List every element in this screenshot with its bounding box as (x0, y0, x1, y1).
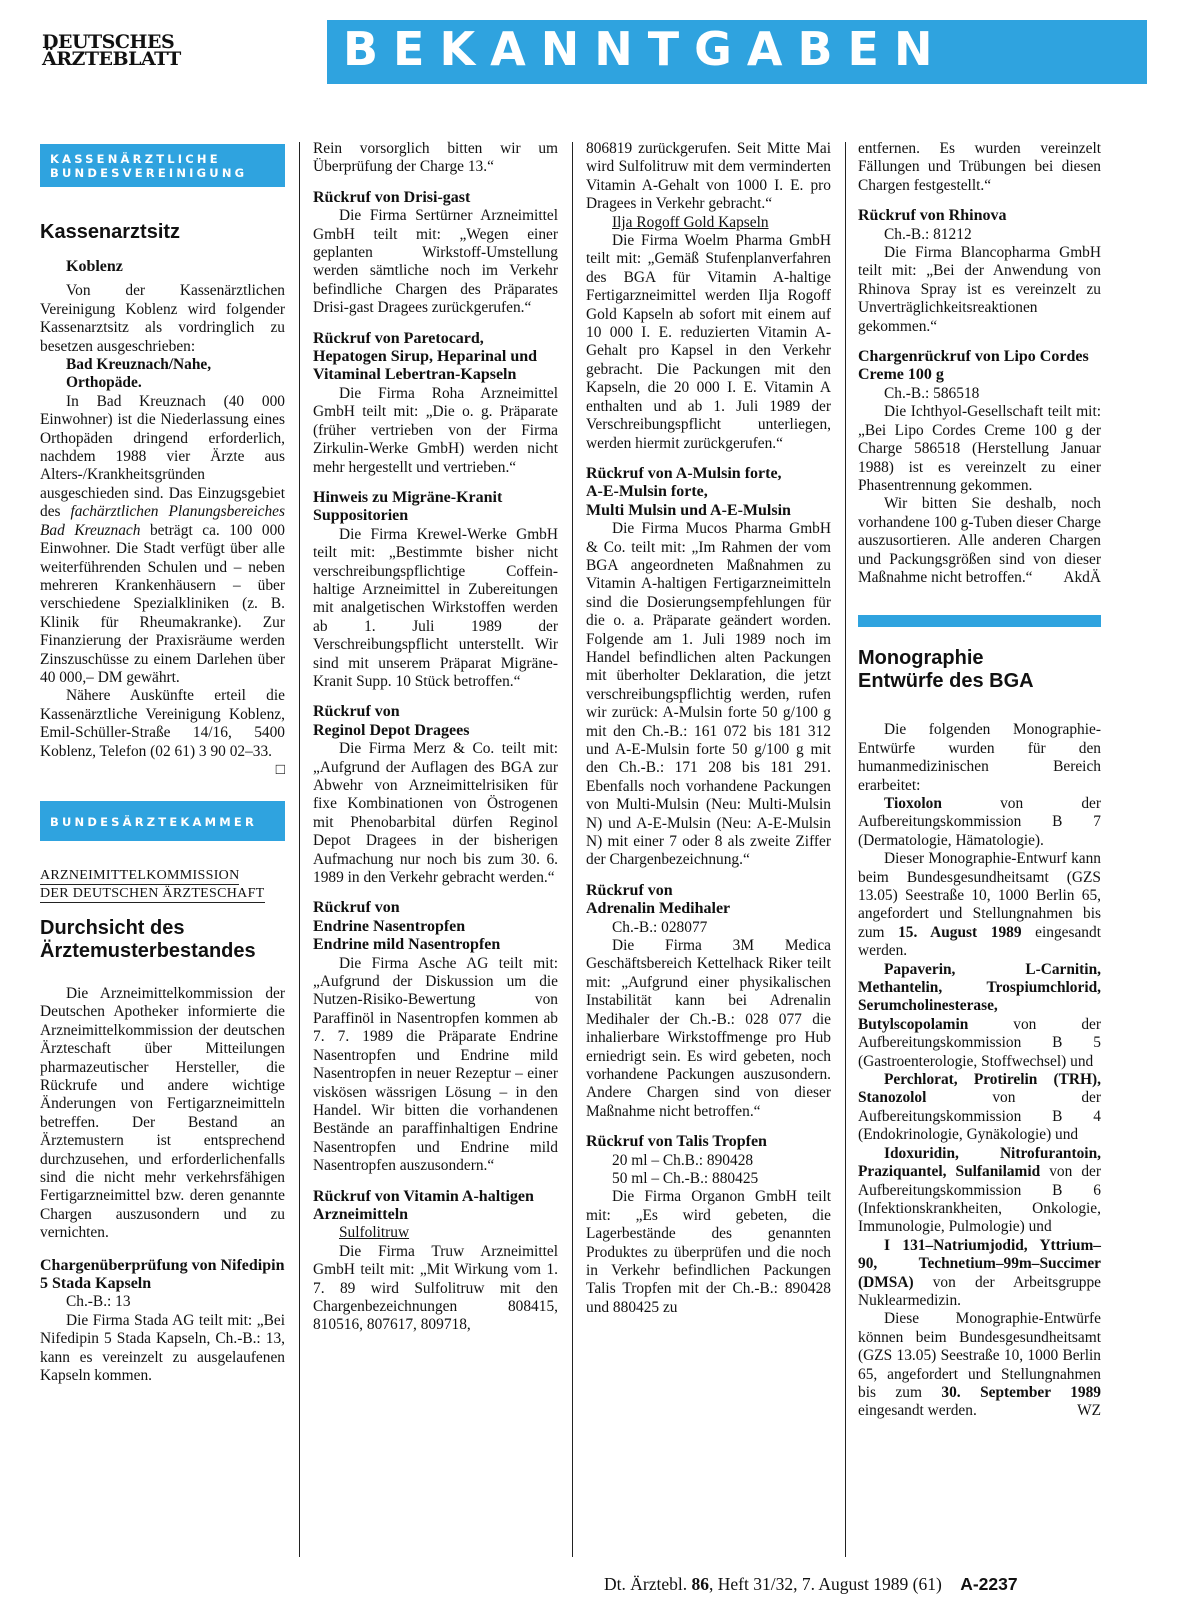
heading-recall: Rückruf von (586, 881, 673, 899)
paragraph (858, 495, 1101, 587)
paragraph: Die Firma Woelm Pharma GmbH teilt mit: „Gemäß Stufenplanverfahren des BGA für Vitamin A-haltige Fertigarzneimittel werden Ilja Rogoff Gold Kapseln ab sofort mit einem auf 10 000 I. E. reduzierten Vitamin A-Gehalt pro Kapsel in den Verkehr gebracht. Die Packungen mit den Kapseln, die 20 000 I. E. Vitamin A enthalten und ab 1. Juli 1989 der Verschreibungspflicht unterliegen, werden hiermit zurückgerufen.“ (586, 232, 831, 452)
paragraph (858, 1310, 1101, 1420)
paragraph (858, 961, 1101, 1071)
paragraph (858, 795, 1101, 850)
location-line: Bad Kreuznach/Nahe, (66, 356, 212, 374)
batch-number: Ch.-B.: 13 (66, 1293, 131, 1311)
footer-journal: Dt. Ärztebl. (604, 1574, 692, 1594)
column-rule (299, 142, 300, 1557)
text-run: Wir bitten Sie deshalb, noch vorhandene 100 g-Tuben dieser Charge auszusortieren. Alle anderen Chargen und Packungsgrößen sind von dieser Maßnahme nicht betroffen.“ (858, 495, 1101, 586)
akd-line2: DER DEUTSCHEN ÄRZTESCHAFT (40, 885, 265, 901)
paragraph: Die Firma Roha Arzneimittel GmbH teilt mit: „Die o. g. Präparate (früher vertrieben von der Firma Zirkulin-Werke GmbH) werden nicht mehr hergestellt und vertrieben.“ (313, 384, 558, 476)
heading-product: A-E-Mulsin forte, (586, 483, 708, 501)
column-4 (858, 140, 1101, 1421)
paragraph: Die Firma Truw Arzneimittel GmbH teilt mit: „Mit Wirkung vom 1. 7. 89 wird Sulfolitruw mit den Chargenbezeichnungen 808415, 810516, 807617, 809718, (313, 1242, 558, 1334)
paragraph: Die Firma Sertürner Arzneimittel GmbH teilt mit: „Wegen einer geplanten Wirkstoff-Umstellung werden sämtliche noch im Verkehr befindliche Chargen des Präparates Drisi-gast Dragees zurückgerufen.“ (313, 207, 558, 317)
heading-notice: Hinweis zu Migräne-Kranit Suppositorien (313, 488, 503, 525)
heading-recall: Rückruf von Drisi-gast (313, 188, 471, 206)
substance-name: I 131–Natriumjodid, Yttrium–90, Technetium–99m–Succimer (DMSA) (858, 1236, 1101, 1291)
text-run: von der Aufbereitungskommission B 4 (Endokrinologie, Gynäkologie) und (858, 1089, 1101, 1144)
end-mark: □ (275, 760, 285, 778)
italic-run: fachärztlichen Planungsbereiches Bad Kreuznach (40, 503, 285, 539)
text-run: eingesandt werden. (858, 923, 1101, 960)
masthead-line1: DEUTSCHES (42, 31, 175, 53)
product-subheading (586, 214, 831, 232)
footer-volume: 86 (691, 1574, 709, 1594)
substance-name: Perchlorat, Protirelin (TRH), Stanozolol (858, 1071, 1101, 1107)
heading-recall: Rückruf von A-Mulsin forte, (586, 464, 782, 482)
paragraph: Die folgenden Monographie-Entwürfe wurden für den humanmedizinischen Bereich erarbeitet: (858, 721, 1101, 794)
footer-issue: , Heft 31/32, 7. August 1989 (61) (708, 1574, 942, 1594)
heading-nifedipin: Chargenüberprüfung von Nifedipin 5 Stada Kapseln (40, 1256, 285, 1293)
heading-product: Reginol Depot Dragees (313, 721, 470, 739)
heading-product: Endrine Nasentropfen (313, 917, 466, 935)
paragraph: Rein vorsorglich bitten wir um Überprüfung der Charge 13.“ (313, 140, 558, 176)
specialty-line: Orthopäde. (66, 374, 142, 392)
paragraph: Die Firma 3M Medica Geschäftsbereich Kettelhack Riker teilt mit: „Aufgrund einer physikalischen Instabilität kann bei Adrenalin Medihaler der Ch.-B.: 028 077 die inhalierbare Wirkstoffmenge pro Hub erniedrigt sein. Es wird gebeten, noch vorhandene Packungen auszusondern. Andere Chargen sind von dieser Maßnahme nicht betroffen.“ (586, 937, 831, 1120)
masthead-line2: ÄRZTEBLATT (42, 48, 181, 70)
kbv-box-line1: KASSENÄRZTLICHE (50, 152, 221, 166)
banner-title: BEKANNTGABEN (343, 22, 948, 76)
paragraph: Die Ichthyol-Gesellschaft teilt mit: „Bei Lipo Cordes Creme 100 g der Charge 586518 (Herstellung Januar 1988) ist es vereinzelt zu einer Phasentrennung gekommen. (858, 403, 1101, 494)
substance-name: Tioxolon (884, 794, 942, 812)
akd-label (40, 867, 285, 903)
text-run: Diese Monographie-Entwürfe können beim Bundesgesundheitsamt (GZS 13.05) Seestraße 10, 1000 Berlin 65, angefordert und Stellungnahmen bis zum (858, 1310, 1101, 1401)
heading-product: Endrine mild Nasentropfen (313, 936, 501, 954)
masthead-logo (42, 31, 222, 70)
akd-line1: ARZNEIMITTELKOMMISSION (40, 867, 240, 883)
batch-number: Ch.-B.: 81212 (884, 225, 972, 243)
text-run: von der Arbeitsgruppe Nuklearmedizin. (858, 1273, 1101, 1309)
article-title: Kassenarztsitz (40, 221, 181, 243)
text-run: von der Aufbereitungskommission B 7 (Dermatologie, Hämatologie). (858, 794, 1101, 849)
batch-number: 20 ml – Ch.B.: 890428 (612, 1151, 754, 1169)
text-run: von der Aufbereitungskommission B 6 (Infektionskrankheiten, Onkologie, Immunologie, Pulmologie) und (858, 1163, 1102, 1236)
underlined-product: Sulfolitruw (339, 1224, 410, 1242)
article-title-2: Durchsicht des Ärztemusterbestandes (40, 916, 256, 962)
section-divider-bar (858, 615, 1101, 627)
text-run: In Bad Kreuznach (40 000 Einwohner) ist die Niederlassung eines Orthopäden dringend erforderlich, nachdem 1988 vier Ärzte aus Alters-/Krankheitsgründen ausgeschieden sind. Das Einzugsgebiet des (40, 392, 285, 521)
column-rule (572, 142, 573, 1557)
heading-recall: Rückruf von (313, 899, 400, 917)
paragraph: Von der Kassenärztlichen Vereinigung Koblenz wird folgender Kassenarztsitz als vordringlich zu besetzen ausgeschrieben: (40, 282, 285, 355)
paragraph: Die Firma Organon GmbH teilt mit: „Es wird gebeten, die Lagerbestände des genannten Produktes zu überprüfen und die noch in Verkehr befindlichen Packungen Talis Tropfen mit der Ch.-B.: 890428 und 880425 zu (586, 1188, 831, 1316)
heading-recall: Rückruf von Talis Tropfen (586, 1133, 767, 1151)
substance-name: Papaverin, L-Carnitin, Methantelin, Trospiumchlorid, Serumcholinesterase, Butylscopolamin (858, 960, 1101, 1033)
text-run: beträgt ca. 100 000 Einwohner. Die Stadt verfügt über alle weiterführenden Schulen und – neben mehreren Krankenhäusern – über verschiedene Spezialkliniken (z. B. Klinik für Rheumakranke). Zur Finanzierung der Praxisräume werden Zinszuschüsse zu einem Darlehen über 40 000,– DM gewährt. (40, 521, 285, 686)
paragraph (858, 850, 1101, 960)
heading-recall: Rückruf von Rhinova (858, 207, 1007, 225)
batch-number: 50 ml – Ch.-B.: 880425 (612, 1169, 759, 1187)
kbv-box-line2: BUNDESVEREINIGUNG (50, 166, 248, 180)
text-run: von der Aufbereitungskommission B 5 (Gastroenterologie, Stoffwechsel) und (858, 1015, 1101, 1070)
signature-wz: WZ (1077, 1402, 1101, 1420)
baek-box-text: BUNDESÄRZTEKAMMER (50, 814, 258, 829)
heading-product: Adrenalin Medihaler (586, 900, 731, 918)
heading-recall: Chargenrückruf von Lipo Cordes Creme 100 g (858, 348, 1089, 384)
heading-recall: Rückruf von Vitamin A-haltigen Arzneimitteln (313, 1187, 534, 1223)
product-subheading (313, 1224, 558, 1242)
text-run: eingesandt werden. (858, 1402, 977, 1420)
deadline: 30. September 1989 (941, 1383, 1102, 1401)
page-footer (604, 1574, 1018, 1595)
paragraph: Die Firma Merz & Co. teilt mit: „Aufgrund der Auflagen des BGA zur Abwehr von Arzneimittelrisiken für fixe Kombinationen von Östrogenen mit Phenobarbital dürfen Reginol Depot Dragees in der bisherigen Aufmachung nur noch bis zum 30. 6. 1989 in den Verkehr gebracht werden.“ (313, 740, 558, 887)
paragraph: Die Firma Asche AG teilt mit: „Aufgrund der Diskussion um die Nutzen-Risiko-Bewertung von Paraffinöl in Nasentropfen kommen ab 7. 7. 1989 die Präparate Endrine Nasentropfen und Endrine mild Nasentropfen in neuer Rezeptur – einer viskösen wässrigen Lösung – in den Handel. Wir bitten die vorhandenen Bestände an paraffinhaltigen Endrine Nasentropfen und Endrine mild Nasentropfen auszusondern.“ (313, 954, 558, 1175)
paragraph (858, 1071, 1101, 1145)
paragraph: entfernen. Es wurden vereinzelt Fällungen und Trübungen bei diesen Chargen festgestellt.“ (858, 140, 1101, 194)
article-title-3: Monographie Entwürfe des BGA (858, 647, 1034, 693)
heading-recall: Rückruf von Paretocard, Hepatogen Sirup, Heparinal und Vitaminal Lebertran-Kapseln (313, 329, 538, 384)
underlined-product: Ilja Rogoff Gold Kapseln (612, 213, 769, 231)
paragraph: Die Firma Krewel-Werke GmbH teilt mit: „Bestimmte bisher nicht verschreibungspflichtige Coffein-haltige Arzneimittel in Zubereitungen mit analgetischen Wirkstoffen werden ab 1. Juli 1989 der Verschreibungspflicht unterstellt. Wir sind mit unserem Präparat Migräne-Kranit Supp. 10 Stück betroffen.“ (313, 525, 558, 690)
heading-recall: Rückruf von (313, 703, 400, 721)
paragraph (40, 393, 285, 688)
paragraph: Die Firma Stada AG teilt mit: „Bei Nifedipin 5 Stada Kapseln, Ch.-B.: 13, kann es vereinzelt zu ausgelaufenen Kapseln kommen. (40, 1311, 285, 1385)
article-subtitle: Koblenz (66, 258, 123, 275)
heading-product: Multi Mulsin und A-E-Mulsin (586, 501, 791, 519)
paragraph: Die Arzneimittelkommission der Deutschen Apotheker informierte die Arzneimittelkommission der deutschen Ärzteschaft über Mitteilungen pharmazeutischer Hersteller, die Rückrufe und andere wichtige Änderungen von Fertigarzneimitteln betreffen. Der Bestand an Ärztemustern ist entsprechend durchzusehen, und erforderlichenfalls sind die nicht mehr verkehrsfähigen Fertigarzneimittel bzw. deren genannte Chargen auszusondern und zu vernichten. (40, 984, 285, 1242)
batch-number: Ch.-B.: 028077 (612, 918, 708, 936)
deadline: 15. August 1989 (898, 923, 1022, 941)
baek-label-box (40, 801, 285, 841)
paragraph (858, 1145, 1101, 1237)
section-banner (327, 20, 1147, 84)
paragraph (40, 687, 285, 778)
column-1 (40, 140, 285, 1386)
column-3 (586, 140, 831, 1317)
footer-page-number: A-2237 (960, 1574, 1018, 1594)
signature-akd: AkdÄ (1063, 568, 1101, 586)
paragraph: Die Firma Mucos Pharma GmbH & Co. teilt mit: „Im Rahmen der vom BGA angeordneten Maßnahmen zu Vitamin A-haltigen Fertigarzneimitteln sind die Dosierungsempfehlungen für die o. a. Präparate geändert worden. Folgende am 1. Juli 1989 noch im Handel befindlichen alten Packungen mit überholter Deklaration, die jetzt verschreibungspflichtig werden, rufen wir zurück: A-Mulsin forte 50 g/100 g mit den Ch.-B.: 161 072 bis 181 312 und A-E-Mulsin forte 50 g/100 g mit den Ch.-B.: 171 208 bis 181 291. Ebenfalls noch vorhandene Packungen von Multi-Mulsin (Neu: Multi-Mulsin N) und A-E-Mulsin (Neu: A-E-Mulsin N) mit einer 7 oder 8 als zweite Ziffer der Chargenbezeichnung.“ (586, 520, 831, 869)
text-run: Dieser Monographie-Entwurf kann beim Bundesgesundheitsamt (GZS 13.05) Seestraße 10, 1000 Berlin 65, angefordert und Stellungnahmen bis zum (858, 850, 1101, 941)
kbv-label-box (40, 144, 285, 187)
paragraph: Die Firma Blancopharma GmbH teilt mit: „Bei der Anwendung von Rhinova Spray ist es vereinzelt zu Unverträglichkeitsreaktionen gekommen.“ (858, 244, 1101, 335)
text-run: Nähere Auskünfte erteil die Kassenärztliche Vereinigung Koblenz, Emil-Schüller-Straße 14/16, 5400 Koblenz, Telefon (02 61) 3 90 02–33. (40, 687, 285, 760)
column-2 (313, 140, 558, 1335)
paragraph: 806819 zurückgerufen. Seit Mitte Mai wird Sulfolitruw mit dem verminderten Vitamin A-Gehalt von 1000 I. E. pro Dragees in Verkehr gebracht.“ (586, 140, 831, 213)
batch-number: Ch.-B.: 586518 (884, 384, 980, 402)
paragraph (858, 1237, 1101, 1311)
column-rule (845, 142, 846, 1557)
substance-name: Idoxuridin, Nitrofurantoin, Praziquantel, Sulfanilamid (858, 1144, 1101, 1181)
